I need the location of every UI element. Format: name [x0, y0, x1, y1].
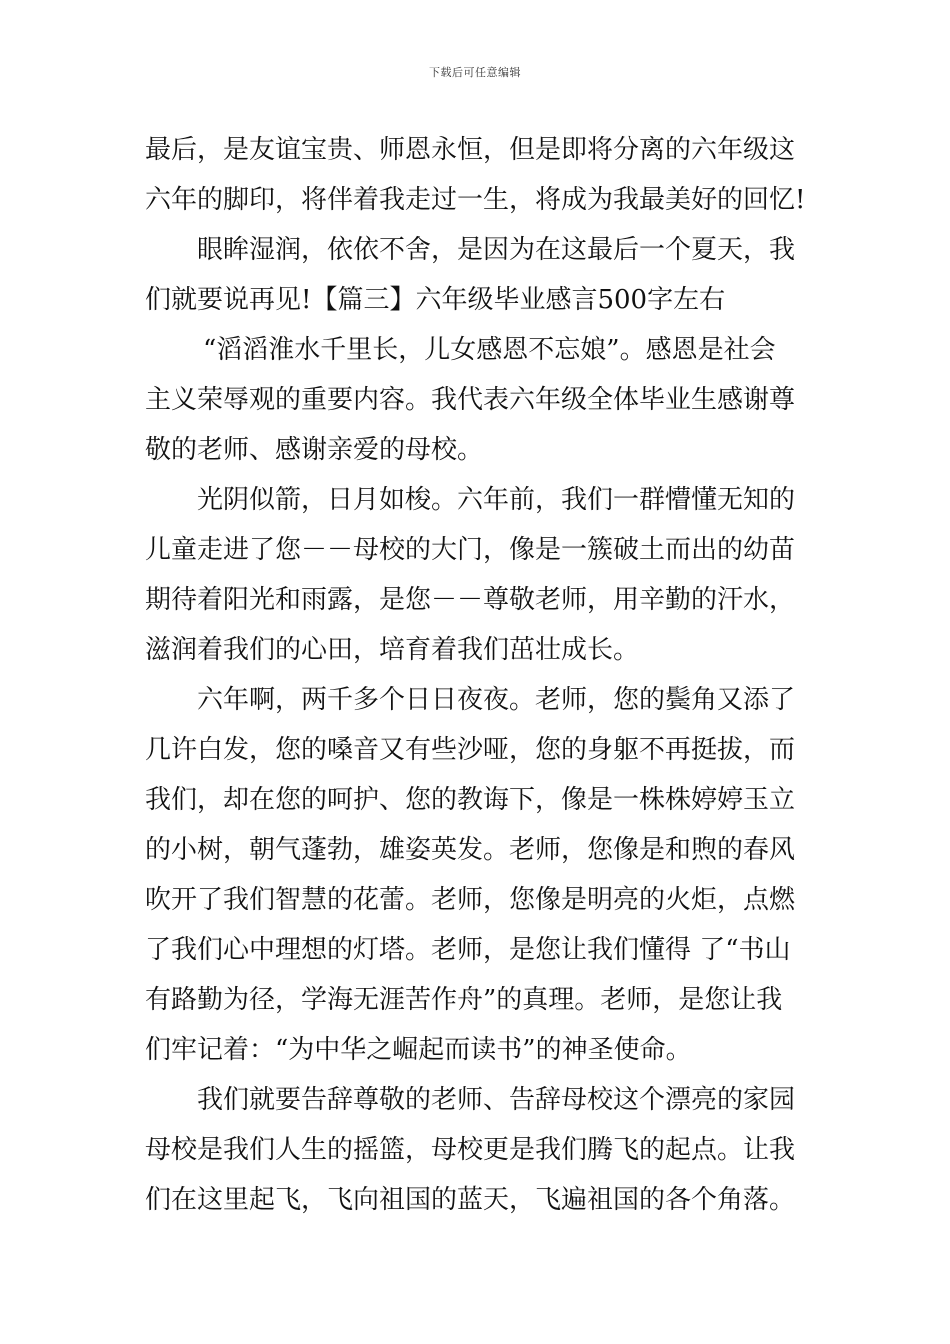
text-line: 的小树，朝气蓬勃，雄姿英发。老师，您像是和煦的春风	[145, 835, 796, 865]
text-line: 儿童走进了您－－母校的大门，像是一簇破土而出的幼苗	[145, 535, 796, 565]
text-line: 了我们心中理想的灯塔。老师，是您让我们懂得 了“书山	[145, 935, 791, 965]
text-line: 吹开了我们智慧的花蕾。老师，您像是明亮的火炬，点燃	[145, 885, 796, 915]
text-line: 我们，却在您的呵护、您的教诲下，像是一株株婷婷玉立	[145, 785, 796, 815]
paragraph-start-line: 六年啊，两千多个日日夜夜。老师，您的鬓角又添了	[197, 685, 796, 715]
text-line: 主义荣辱观的重要内容。我代表六年级全体毕业生感谢尊	[145, 385, 796, 415]
paragraph-start-line: 光阴似箭，日月如梭。六年前，我们一群懵懂无知的	[197, 485, 796, 515]
text-line: 们在这里起飞，飞向祖国的蓝天，飞遍祖国的各个角落。	[145, 1185, 796, 1215]
paragraph-start-line: 眼眸湿润，依依不舍，是因为在这最后一个夏天，我	[197, 235, 796, 265]
text-line: 母校是我们人生的摇篮，母校更是我们腾飞的起点。让我	[145, 1135, 796, 1165]
text-line: 六年的脚印，将伴着我走过一生，将成为我最美好的回忆!	[145, 185, 806, 215]
text-line: 们牢记着：“为中华之崛起而读书”的神圣使命。	[145, 1035, 692, 1065]
text-line: 有路勤为径，学海无涯苦作舟”的真理。老师，是您让我	[145, 985, 783, 1015]
paragraph-start-line: “滔滔淮水千里长，儿女感恩不忘娘”。感恩是社会	[203, 335, 776, 365]
text-line: 几许白发，您的嗓音又有些沙哑，您的身躯不再挺拔，而	[145, 735, 796, 765]
body-text	[145, 125, 810, 1225]
text-line: 滋润着我们的心田，培育着我们茁壮成长。	[145, 635, 640, 665]
text-line: 最后，是友谊宝贵、师恩永恒，但是即将分离的六年级这	[145, 135, 796, 165]
paragraph-start-line: 我们就要告辞尊敬的老师、告辞母校这个漂亮的家园	[197, 1085, 796, 1115]
text-line: 们就要说再见!【篇三】六年级毕业感言500字左右	[145, 285, 726, 315]
text-line: 敬的老师、感谢亲爱的母校。	[145, 435, 484, 465]
page-header: 下载后可任意编辑	[429, 66, 521, 79]
text-line: 期待着阳光和雨露，是您－－尊敬老师，用辛勤的汗水，	[145, 585, 796, 615]
